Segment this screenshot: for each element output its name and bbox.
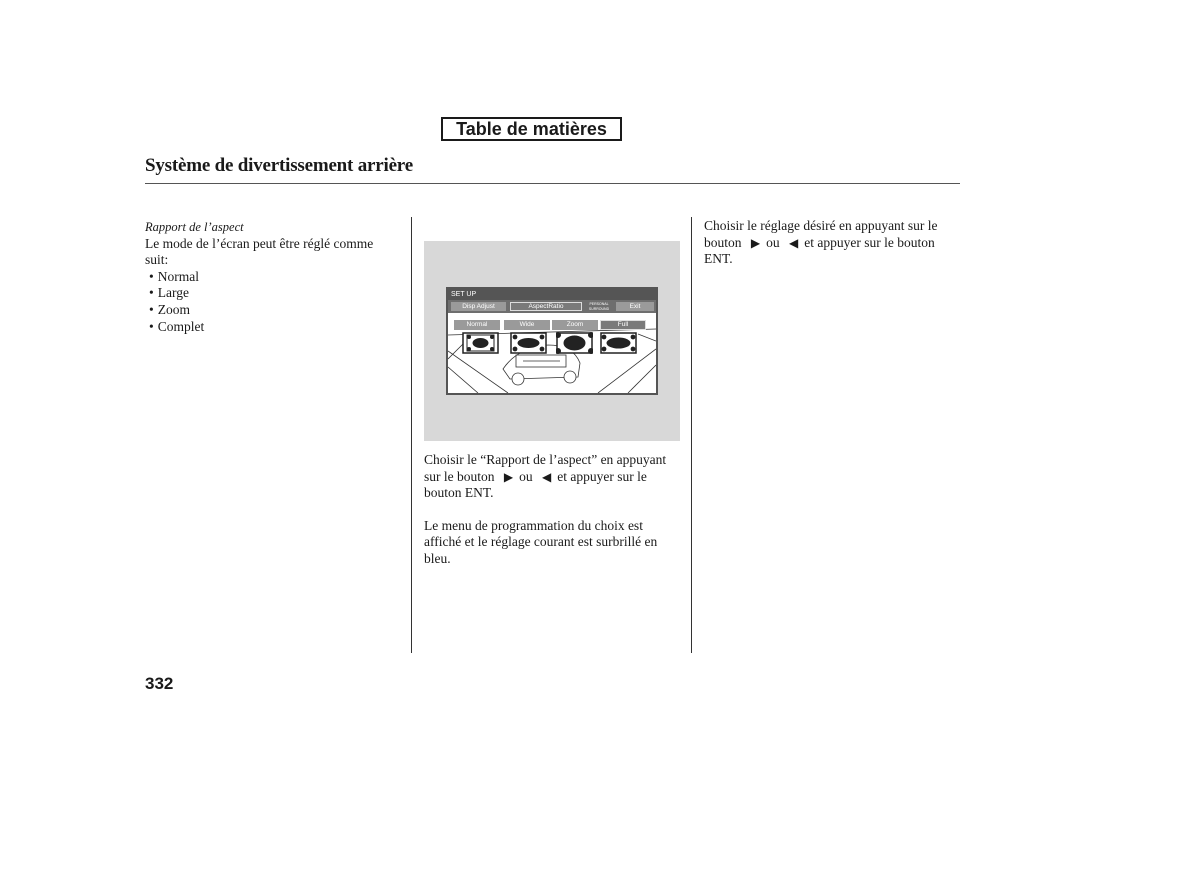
instruction-paragraph — [704, 218, 966, 268]
option-full: Full — [600, 320, 646, 330]
or-text: ou — [766, 234, 780, 250]
surround-label-line2: SURROUND — [588, 306, 610, 311]
setup-title-bar: SET UP — [448, 289, 656, 300]
description-paragraph: Le menu de programmation du choix est affiché et le réglage courant est surbrillé en bleu. — [424, 517, 658, 566]
aspect-normal-thumbnail-icon — [462, 332, 499, 354]
menu-disp-adjust: Disp Adjust — [451, 302, 506, 311]
option-normal: Normal — [454, 320, 500, 330]
column-divider — [411, 217, 412, 653]
list-item: • Normal — [149, 269, 395, 286]
right-triangle-icon: ▶ — [503, 469, 514, 484]
option-wide: Wide — [504, 320, 550, 330]
page-number: 332 — [145, 674, 174, 693]
menu-personal-surround — [585, 302, 613, 311]
aspect-wide-thumbnail-icon — [510, 332, 547, 354]
section-title: Système de divertissement arrière — [145, 155, 413, 176]
list-item: • Large — [149, 285, 395, 302]
column-divider — [691, 217, 692, 653]
left-triangle-icon: ◀ — [789, 235, 799, 250]
surround-label-line1: PERSONAL — [589, 302, 609, 306]
title-rule — [145, 183, 960, 184]
aspect-zoom-thumbnail-icon — [556, 332, 593, 354]
column-middle — [424, 452, 679, 568]
options-list — [145, 269, 395, 335]
list-item: • Zoom — [149, 302, 395, 319]
setup-screen — [446, 287, 658, 395]
instruction-text: et appuyer sur le bouton ENT. — [424, 468, 647, 501]
list-item: • Complet — [149, 319, 395, 336]
subheading: Rapport de l’aspect — [145, 220, 244, 234]
menu-exit: Exit — [616, 302, 654, 311]
table-of-contents-button[interactable]: Table de matières — [441, 117, 622, 141]
aspect-full-thumbnail-icon — [600, 332, 637, 354]
instruction-text: Choisir le “Rapport de l’aspect” en appuyant sur le bouton — [424, 452, 667, 484]
right-triangle-icon: ▶ — [750, 235, 761, 250]
column-left — [145, 219, 395, 335]
setup-menu — [448, 300, 656, 313]
instruction-text: et appuyer sur le bouton ENT. — [704, 234, 935, 267]
instruction-paragraph — [424, 452, 679, 502]
column-right — [704, 218, 966, 268]
intro-text: Le mode de l’écran peut être réglé comme suit: — [145, 235, 374, 268]
aspect-options — [454, 320, 654, 330]
screen-illustration — [424, 241, 680, 441]
or-text: ou — [519, 468, 533, 484]
left-triangle-icon: ◀ — [541, 469, 552, 484]
option-zoom: Zoom — [552, 320, 598, 330]
instruction-text: Choisir le réglage désiré en appuyant sur le bouton — [704, 218, 938, 250]
menu-aspect-ratio: AspectRatio — [510, 302, 582, 311]
